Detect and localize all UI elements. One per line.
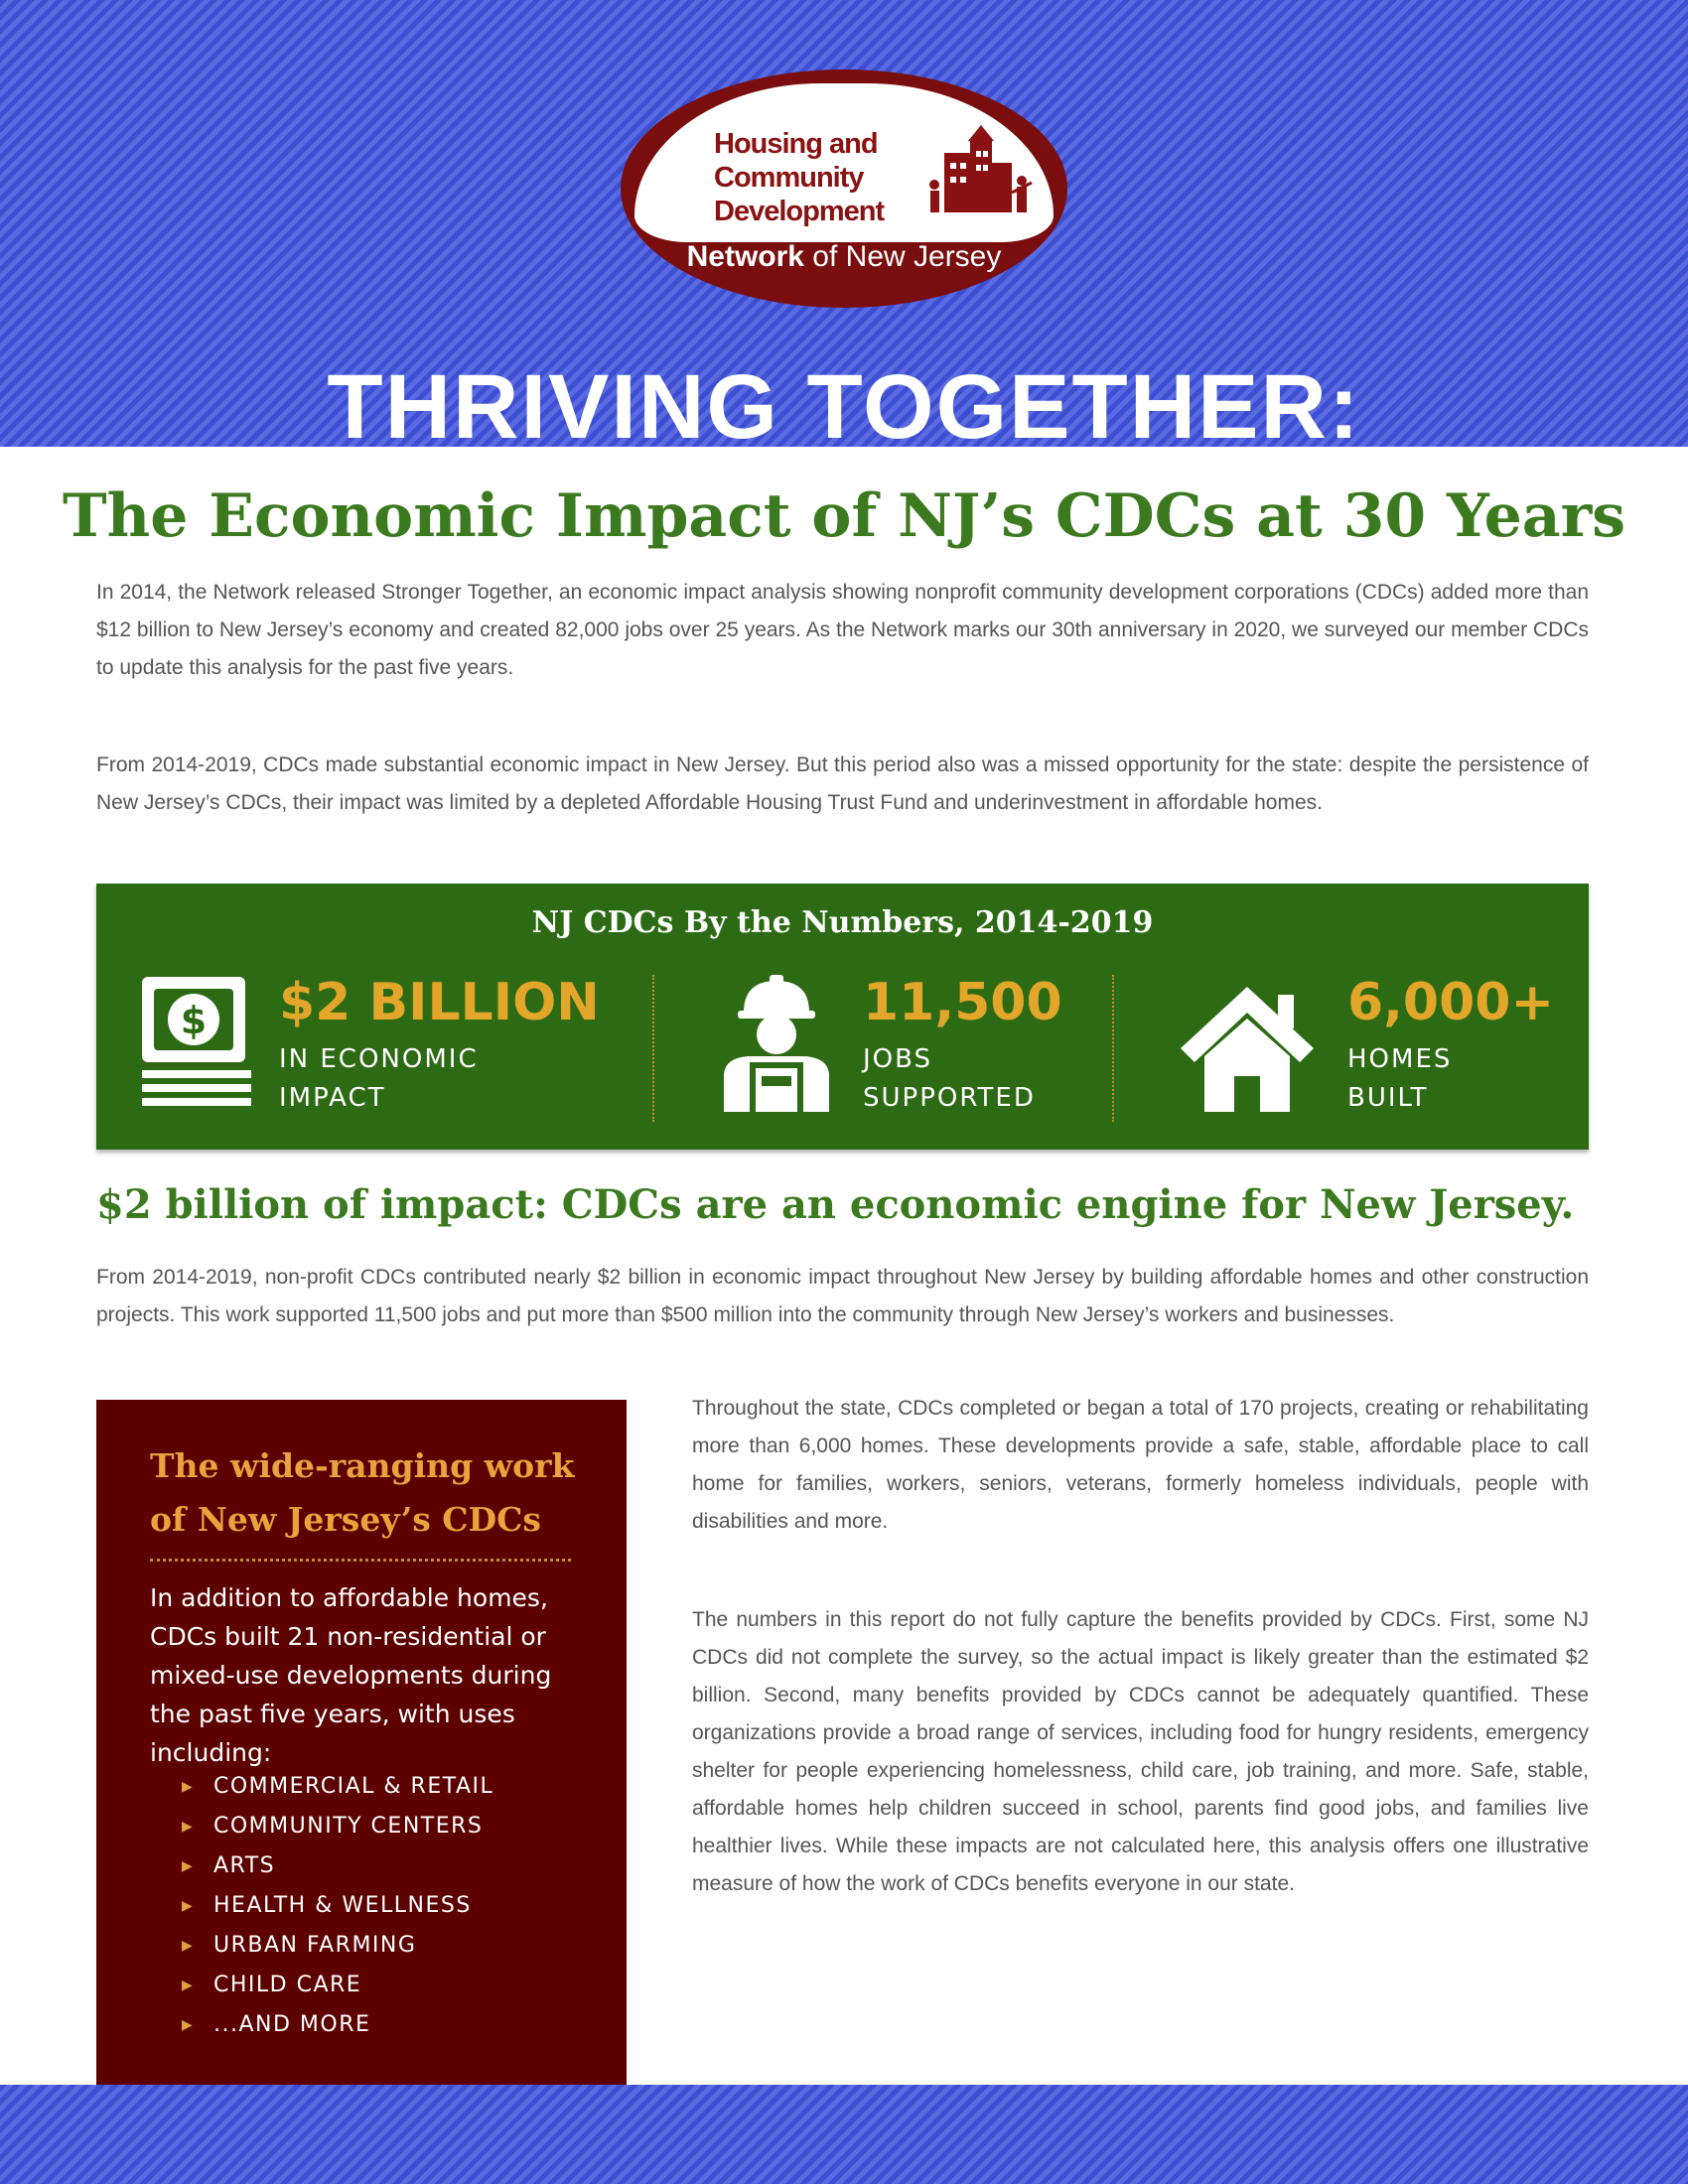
body-paragraph-1: Throughout the state, CDCs completed or began a total of 170 projects, creating or rehabilitating more than 6,000 homes. These developments provide a safe, stable, affordable place to call home for families, workers, seniors, veterans, formerly homeless individuals, people with disabilities and more. [692,1397,1589,1533]
stats-divider [652,975,654,1122]
bullet-arrow-icon: ▶ [182,1938,195,1954]
sidebar-title [150,1439,597,1547]
stats-title: NJ CDCs By the Numbers, 2014-2019 [531,905,1154,940]
logo-network-rest: of New Jersey [803,240,1002,273]
page-title: THRIVING TOGETHER: [327,357,1361,447]
logo-line-3: Development [714,196,885,227]
stat-jobs [714,973,1111,1132]
list-item-label: ...AND MORE [213,2012,371,2037]
list-item-label: COMMERCIAL & RETAIL [213,1774,494,1799]
list-item [182,1926,493,1966]
logo-line-1: Housing and [714,128,878,160]
list-item [182,1846,493,1886]
list-item [182,1767,493,1807]
stats-divider [1112,975,1114,1122]
stats-panel [96,884,1589,1150]
bullet-arrow-icon: ▶ [182,2017,195,2033]
bullet-arrow-icon: ▶ [182,1779,195,1795]
footer-pattern-band [0,2085,1688,2184]
logo-network-bold: Network [686,240,804,273]
stat-label-line-1: JOBS [863,1044,933,1074]
stat-label-line-2: IMPACT [279,1083,386,1113]
svg-text:$: $ [180,999,208,1042]
section-paragraph: From 2014-2019, non-profit CDCs contributed nearly $2 billion in economic impact throughout New Jersey by building affordable homes and other construction projects. This work supported 11,500 jobs and put more than $500 million into the community through New Jersey’s workers and businesses. [96,1266,1589,1326]
section-heading: $2 billion of impact: CDCs are an economic engine for New Jersey. [96,1181,1575,1228]
stat-label [279,1040,479,1118]
list-item-label: ARTS [213,1853,276,1878]
sidebar-text: In addition to affordable homes, CDCs built 21 non-residential or mixed-use developments during the past five years, with uses including: [150,1583,552,1767]
sidebar-title-line-1: The wide-ranging work [150,1446,575,1485]
intro-paragraph-1: In 2014, the Network released Stronger Together, an economic impact analysis showing nonprofit community development corporations (CDCs) added more than $12 billion to New Jersey’s economy and created 82,000 jobs over 25 years. As the Network marks our 30th anniversary in 2020, we surveyed our member CDCs to update this analysis for the past five years. [96,581,1589,679]
stat-label-line-2: SUPPORTED [863,1083,1036,1113]
list-item [182,1966,493,2005]
list-item [182,2005,493,2045]
stat-label-line-1: HOMES [1347,1044,1453,1074]
bullet-arrow-icon: ▶ [182,1819,195,1835]
organization-logo [621,69,1067,308]
sidebar-dotted-rule [150,1559,571,1562]
stat-economic-impact [140,973,636,1132]
stat-value: $2 BILLION [279,973,600,1032]
list-item-label: HEALTH & WELLNESS [213,1893,472,1918]
logo-line-2: Community [714,162,864,194]
money-stack-icon [140,973,255,1108]
body-paragraph-2: The numbers in this report do not fully capture the benefits provided by CDCs. First, some NJ CDCs did not complete the survey, so the actual impact is likely greater than the estimated $2 billion. Second, many benefits provided by CDCs cannot be adequately quantified. These organizations provide a broad range of services, including food for hungry residents, emergency shelter for people experiencing homelessness, child care, job training, and more. Safe, stable, affordable homes help children succeed in school, parents find good jobs, and families live healthier lives. While these impacts are not calculated here, this analysis offers one illustrative measure of how the work of CDCs benefits everyone in our state. [692,1608,1589,1895]
sidebar-box [96,1400,627,2085]
stat-label [1347,1040,1452,1118]
list-item-label: CHILD CARE [213,1973,362,1997]
list-item-label: URBAN FARMING [213,1933,417,1958]
stat-label [863,1040,1036,1118]
logo-network-line [621,240,1067,274]
list-item [182,1807,493,1846]
logo-buildings-icon [924,123,1034,218]
list-item-label: COMMUNITY CENTERS [213,1814,484,1839]
logo-wordmark [714,127,884,228]
stat-label-line-2: BUILT [1347,1083,1429,1113]
house-icon [1179,983,1316,1112]
list-item [182,1886,493,1926]
sidebar-title-line-2: of New Jersey’s CDCs [150,1500,541,1539]
bullet-arrow-icon: ▶ [182,1858,195,1874]
stat-label-line-1: IN ECONOMIC [279,1044,479,1074]
stat-value: 11,500 [863,973,1062,1032]
intro-paragraph-2: From 2014-2019, CDCs made substantial economic impact in New Jersey. But this period also was a missed opportunity for the state: despite the persistence of New Jersey’s CDCs, their impact was limited by a depleted Affordable Housing Trust Fund and underinvestment in affordable homes. [96,753,1589,814]
bullet-arrow-icon: ▶ [182,1898,195,1914]
stat-homes [1179,973,1576,1132]
sidebar-list [182,1767,493,2045]
page-subtitle: The Economic Impact of NJ’s CDCs at 30 Years [62,481,1626,551]
stat-value: 6,000+ [1347,973,1555,1032]
worker-icon [714,973,839,1112]
bullet-arrow-icon: ▶ [182,1978,195,1993]
